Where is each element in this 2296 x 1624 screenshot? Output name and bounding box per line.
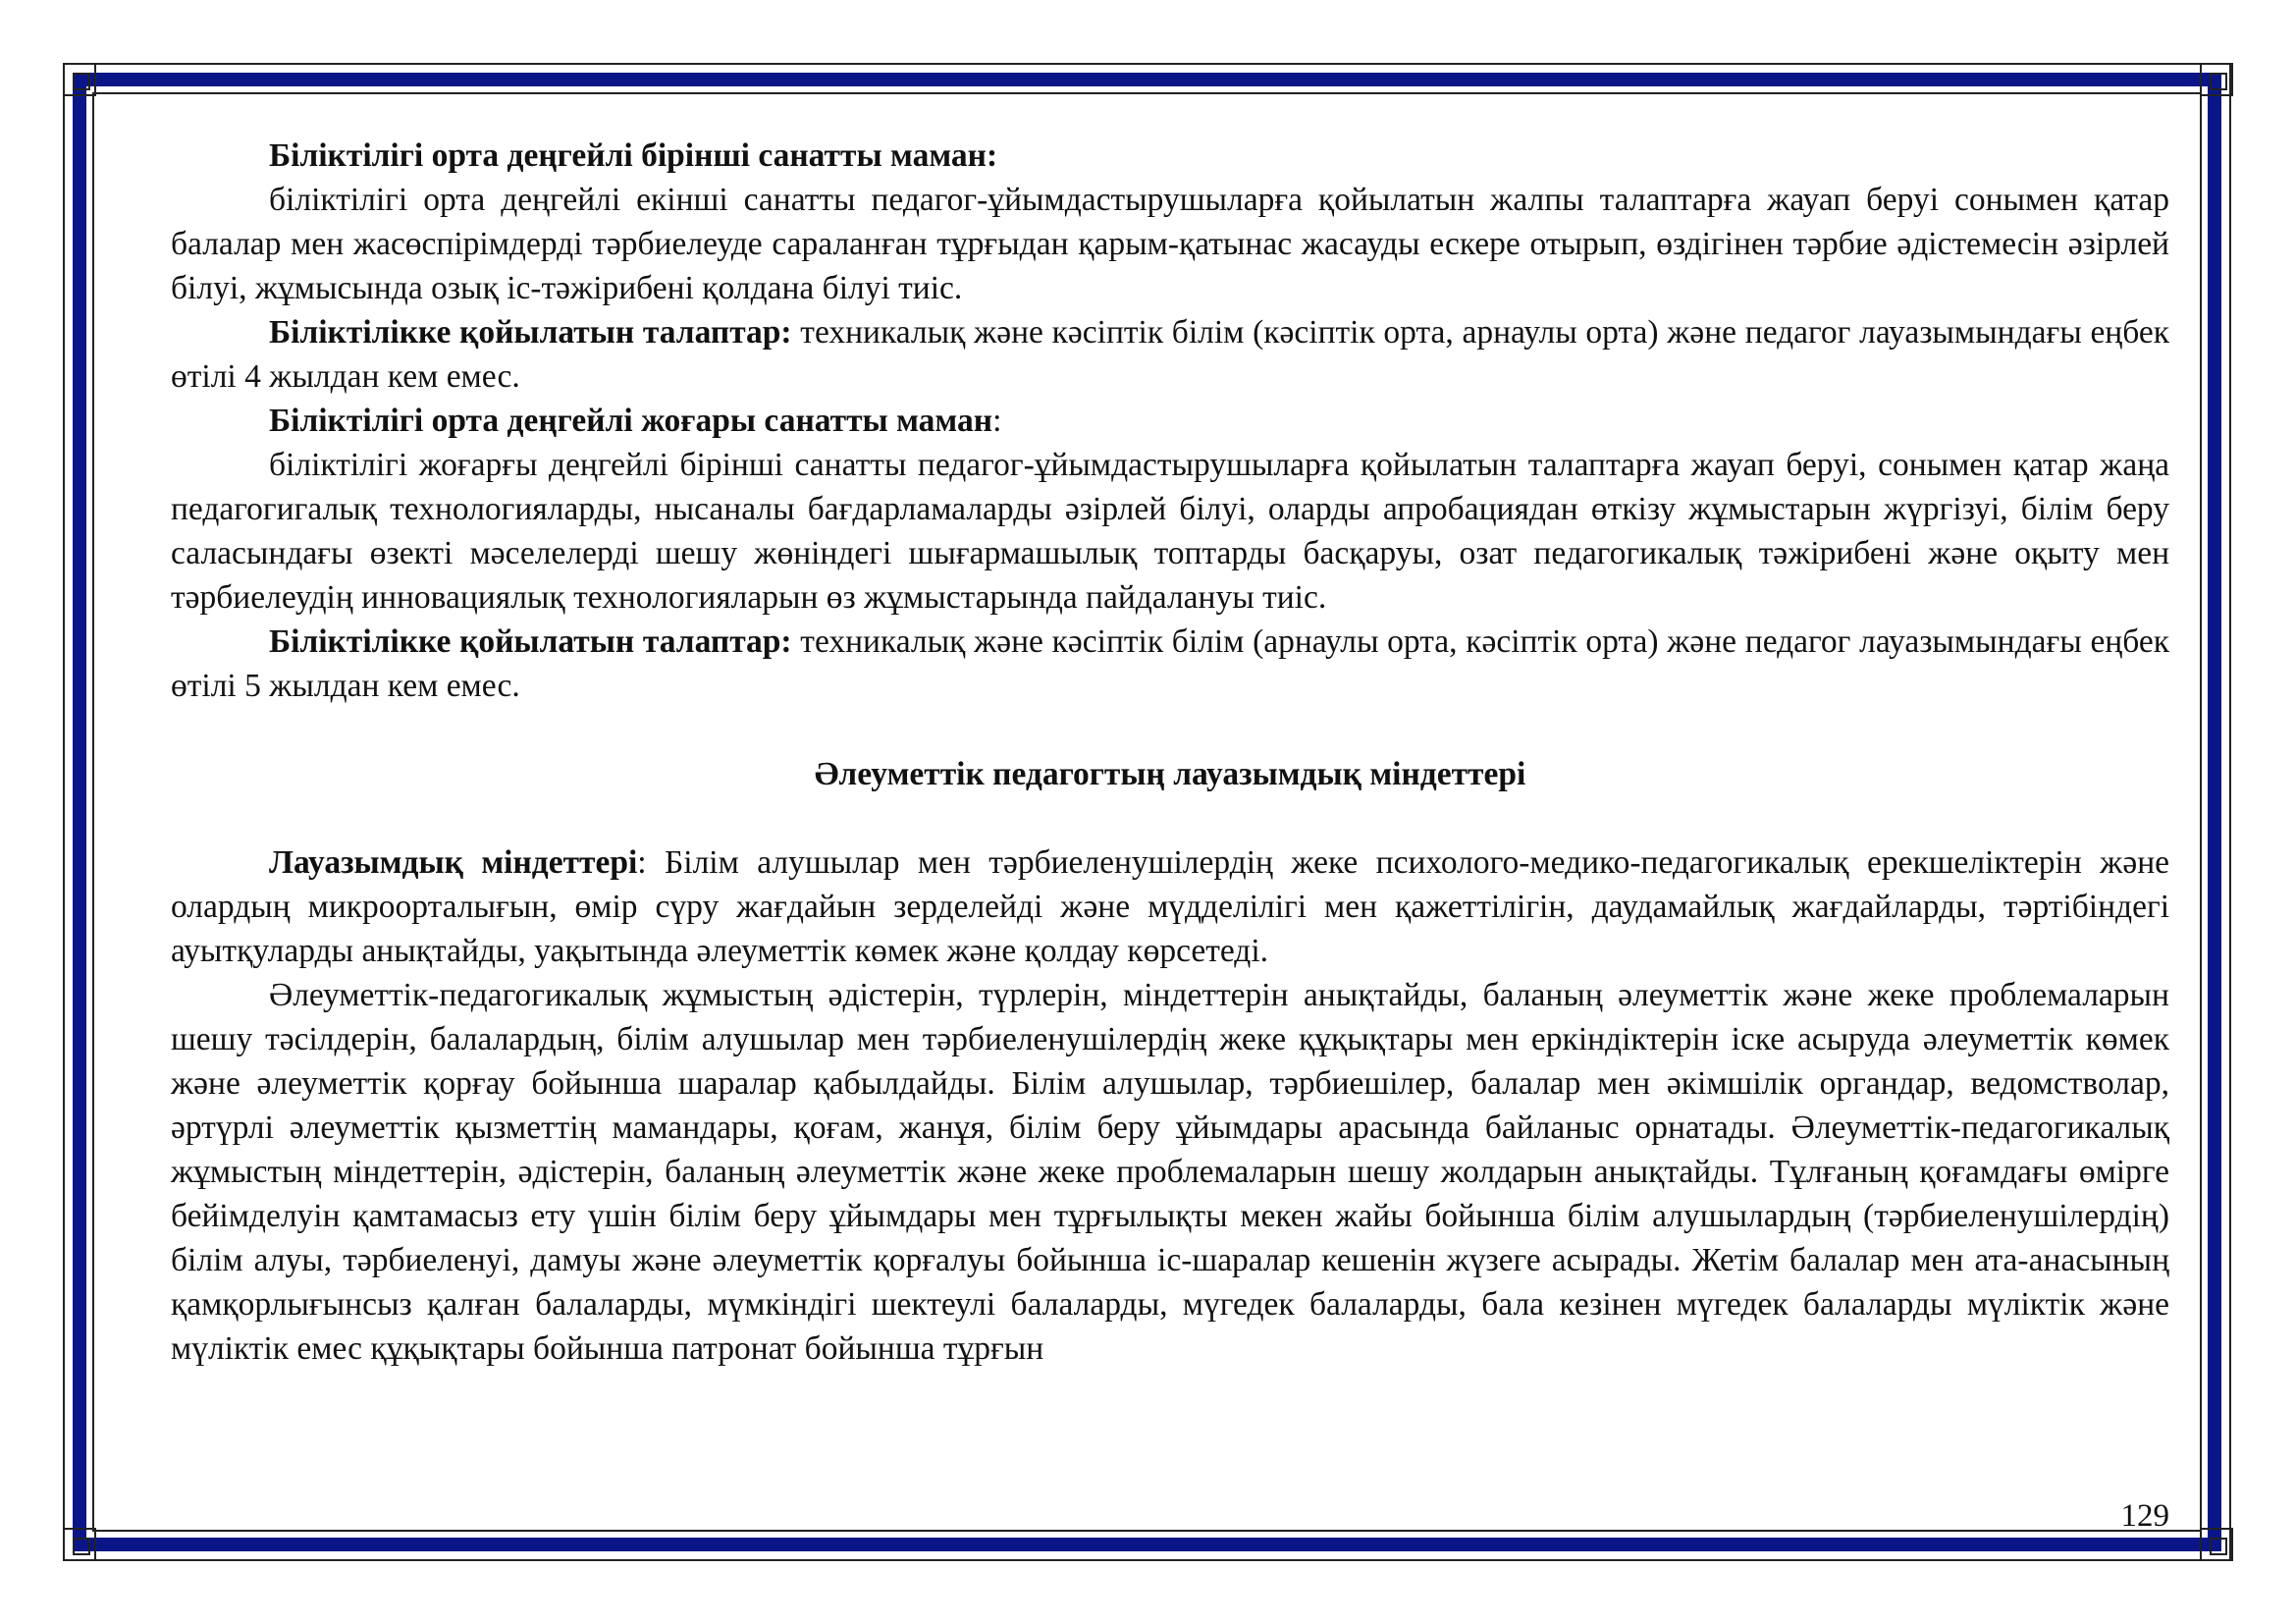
paragraph: [171, 443, 2169, 620]
paragraph-bold-lead: Лауазымдық міндеттері: [269, 844, 638, 881]
paragraph-text: біліктілігі жоғарғы деңгейлі бірінші санатты педагог-ұйымдастырушыларға қойылатын талаптарға жауап беруі, сонымен қатар жаңа педагогигалық технологияларды, нысаналы бағдарламаларды әзірлей білуі, оларды апробациядан өткізу жұмыстарын жүргізуі, білім беру саласындағы өзекті мәселелерді шешу жөніндегі шығармашылық топтарды басқаруы, озат педагогикалық тәжірибені және оқыту мен тәрбиелеудің инновациялық технологияларын өз жұмыстарында пайдалануы тиіс.: [171, 447, 2169, 616]
frame-corner-ornament: [63, 63, 96, 96]
paragraph-text: техникалық және кәсіптік білім (арнаулы орта, кәсіптік орта) және педагог лауазымындағы еңбек өтілі 5 жылдан кем емес.: [171, 623, 2169, 704]
paragraph: [171, 310, 2169, 399]
paragraph: [171, 973, 2169, 1371]
paragraph-bold-lead: Біліктілігі орта деңгейлі бірінші санатты маман:: [269, 137, 998, 174]
paragraph: [171, 620, 2169, 708]
paragraph-text: : Білім алушылар мен тәрбиеленушілердің жеке психолого-медико-педагогикалық ерекшеліктерін және олардың микроорталығын, өмір сүру жағдайын зерделейді және мүдделілігі мен қажеттілігін, даудамайлық жағдайларды, тәртібіндегі ауытқуларды анықтайды, уақытында әлеуметтік көмек және қолдау көрсетеді.: [171, 844, 2169, 969]
paragraph-text: :: [992, 403, 1002, 439]
paragraph-text: біліктілігі орта деңгейлі екінші санатты педагог-ұйымдастырушыларға қойылатын жалпы талаптарға жауап беруі сонымен қатар балалар мен жасөспірімдерді тәрбиелеуде сараланған тұрғыдан қарым-қатынас жасауды ескере отырып, өздігінен тәрбие әдістемесін әзірлей білуі, жұмысында озық іс-тәжірибені қолдана білуі тиіс.: [171, 182, 2169, 306]
paragraph-bold-lead: Біліктілігі орта деңгейлі жоғары санатты маман: [269, 403, 993, 439]
paragraph: [171, 134, 2169, 178]
paragraph-text: Әлеуметтік-педагогикалық жұмыстың әдістерін, түрлерін, міндеттерін анықтайды, баланың әлеуметтік және жеке проблемаларын шешу тәсілдерін, балалардың, білім алушылар мен тәрбиеленушілердің жеке құқықтары мен еркіндіктерін іске асыруда әлеуметтік көмек және әлеуметтік қорғау бойынша шаралар қабылдайды. Білім алушылар, тәрбиешілер, балалар мен әкімшілік органдар, ведомстволар, әртүрлі әлеуметтік қызметтің мамандары, қоғам, жанұя, білім беру ұйымдары арасында байланыс орнатады. Әлеуметтік-педагогикалық жұмыстың міндеттерін, әдістерін, баланың әлеуметтік және жеке проблемаларын шешу жолдарын анықтайды. Тұлғаның қоғамдағы өмірге бейімделуін қамтамасыз ету үшін білім беру ұйымдары мен тұрғылықты мекен жайы бойынша білім алушылардың (тәрбиеленушілердің) білім алуы, тәрбиеленуі, дамуы және әлеуметтік қорғалуы бойынша іс-шаралар кешенін жүзеге асырады. Жетім балалар мен ата-анасының қамқорлығынсыз қалған балаларды, мүмкіндігі шектеулі балаларды, мүгедек балаларды, бала кезінен мүгедек балаларды мүліктік және мүліктік емес құқықтары бойынша патронат бойынша тұрғын: [171, 977, 2169, 1367]
paragraph: [171, 399, 2169, 443]
paragraph-text: техникалық және кәсіптік білім (кәсіптік орта, арнаулы орта) және педагог лауазымындағы еңбек өтілі 4 жылдан кем емес.: [171, 314, 2169, 395]
paragraph-bold-lead: Біліктілікке қойылатын талаптар:: [269, 314, 792, 351]
page-number: 129: [2120, 1498, 2169, 1534]
frame-corner-ornament: [2200, 1528, 2233, 1561]
paragraph-bold-lead: Біліктілікке қойылатын талаптар:: [269, 623, 792, 660]
paragraph: [171, 840, 2169, 973]
document-body: [171, 134, 2169, 1371]
frame-corner-ornament: [63, 1528, 96, 1561]
frame-corner-ornament: [2200, 63, 2233, 96]
section-heading: Әлеуметтік педагогтың лауазымдық міндеттері: [814, 756, 1526, 792]
paragraph: [171, 178, 2169, 310]
